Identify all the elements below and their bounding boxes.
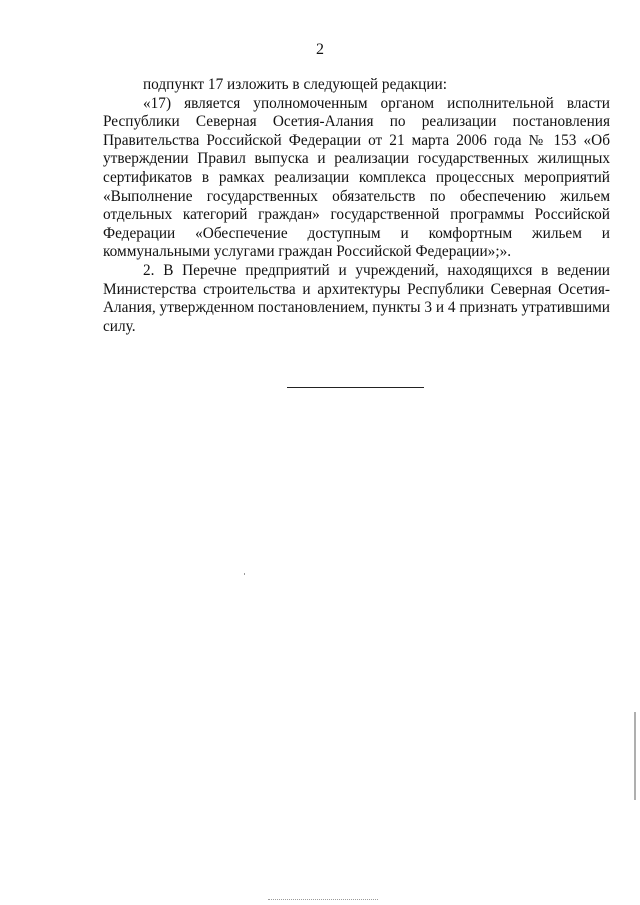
paragraph-item-2: 2. В Перечне предприятий и учреждений, находящихся в ведении Министерства строительства и архитектуры Республики Северная Осетия-Алания, утвержденном постановлением, пункты 3 и 4 признать утратившими силу.: [103, 261, 610, 335]
scan-edge-mark: [634, 712, 636, 800]
paragraph-intro: подпункт 17 изложить в следующей редакции:: [143, 76, 447, 93]
scan-bottom-dots: [268, 899, 378, 900]
page-number: 2: [316, 41, 324, 58]
document-body: [103, 76, 610, 336]
end-separator-line: [287, 387, 424, 388]
scan-speck: [244, 573, 245, 575]
paragraph-item-17: «17) является уполномоченным органом исполнительной власти Республики Северная Осетия-Алания по реализации постановления Правительства Российской Федерации от 21 марта 2006 года № 153 «Об утверждении Правил выпуска и реализации государственных жилищных сертификатов в рамках реализации комплекса процессных мероприятий «Выполнение государственных обязательств по обеспечению жильем отдельных категорий граждан» государственной программы Российской Федерации «Обеспечение доступным и комфортным жильем и коммунальными услугами граждан Российской Федерации»;».: [103, 94, 610, 261]
